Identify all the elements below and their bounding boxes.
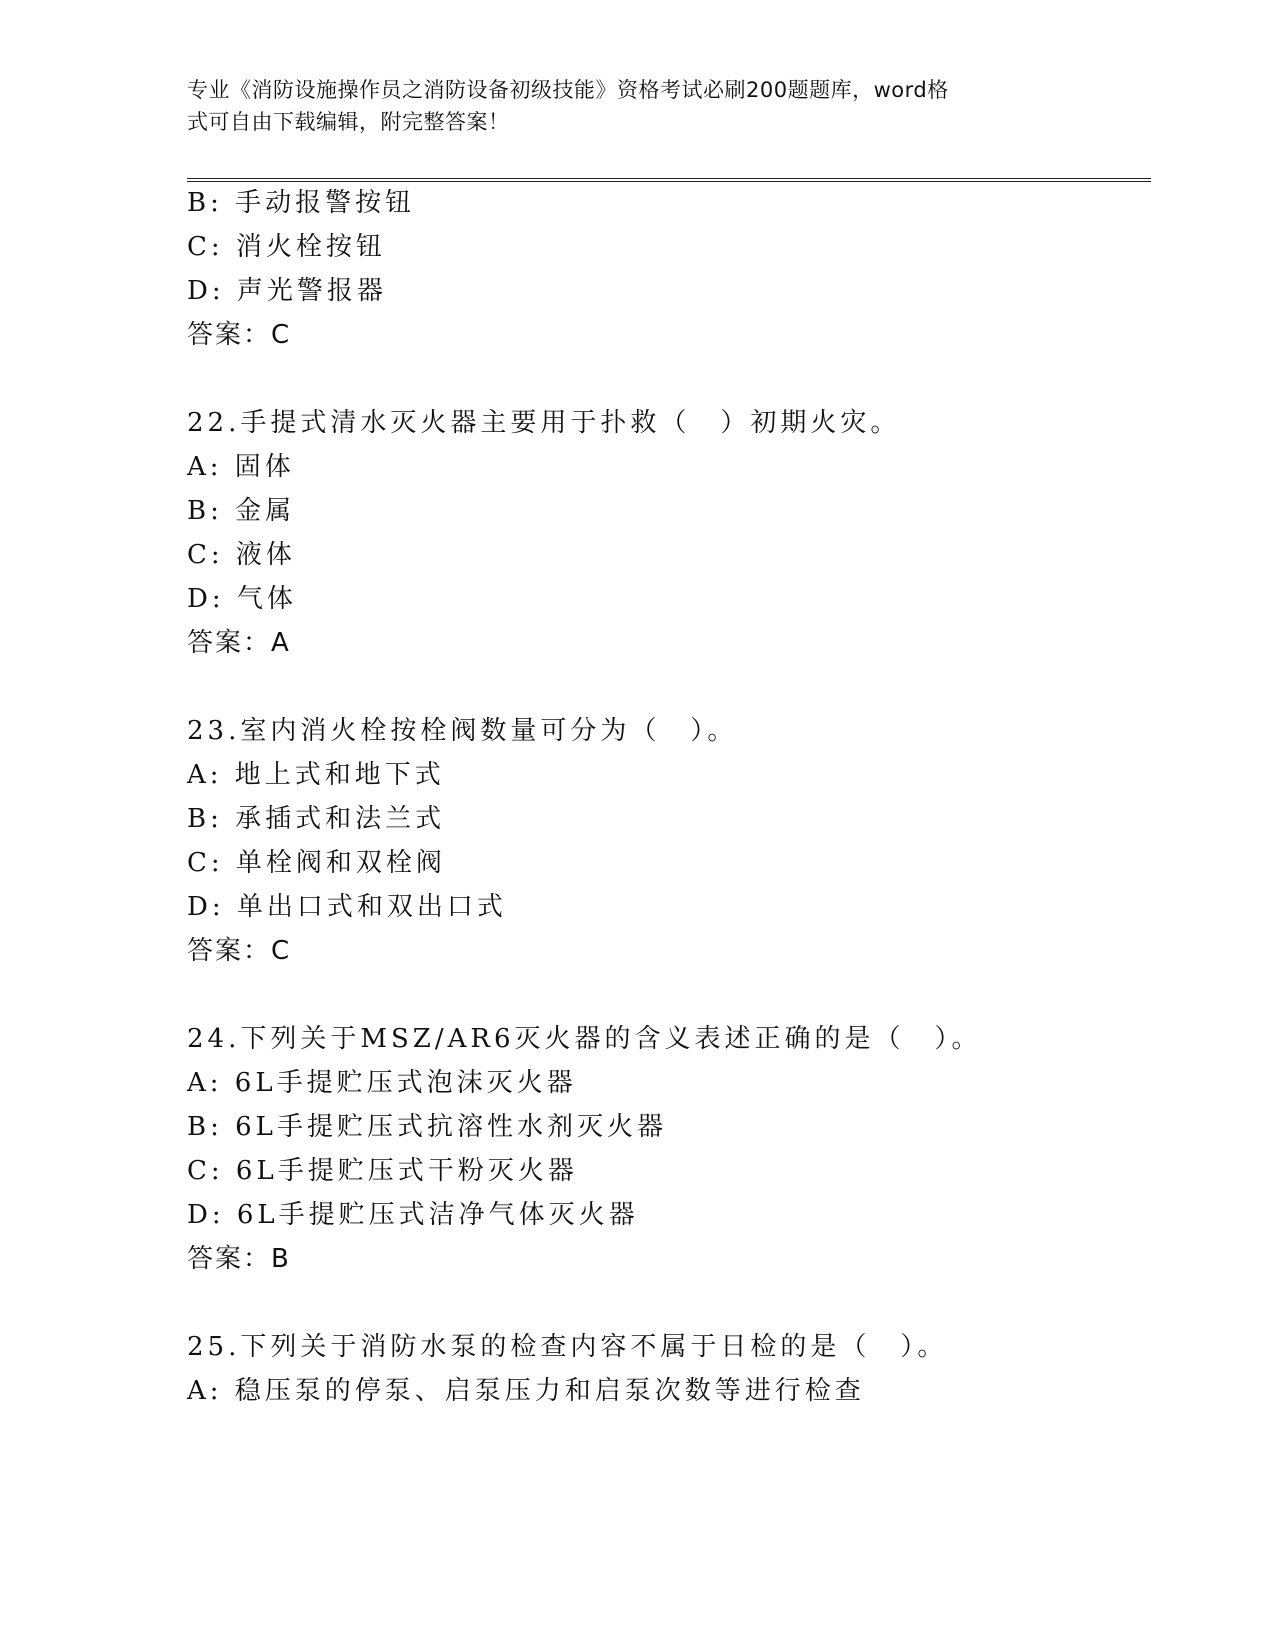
q22-option-c: C: 液体 — [187, 540, 296, 570]
q24-option-c: C: 6L手提贮压式干粉灭火器 — [187, 1156, 578, 1186]
q24-option-a: A: 6L手提贮压式泡沫灭火器 — [187, 1068, 577, 1098]
q24-option-b: B: 6L手提贮压式抗溶性水剂灭火器 — [187, 1112, 667, 1142]
q21-option-c: C: 消火栓按钮 — [187, 232, 386, 262]
q21-option-b: B: 手动报警按钮 — [187, 188, 416, 218]
q22-answer: 答案：A — [187, 628, 291, 658]
q24-answer: 答案：B — [187, 1244, 291, 1274]
q24-stem: 24.下列关于MSZ/AR6灭火器的含义表述正确的是（ ）。 — [187, 1024, 982, 1054]
q22-option-d: D: 气体 — [187, 584, 297, 614]
q23-option-b: B: 承插式和法兰式 — [187, 804, 446, 834]
q23-option-a: A: 地上式和地下式 — [187, 760, 445, 790]
q25-stem: 25.下列关于消防水泵的检查内容不属于日检的是（ ）。 — [187, 1332, 948, 1362]
q23-option-c: C: 单栓阀和双栓阀 — [187, 848, 446, 878]
q21-option-d: D: 声光警报器 — [187, 276, 387, 306]
q21-answer: 答案：C — [187, 320, 292, 350]
q22-option-a: A: 固体 — [187, 452, 295, 482]
q25-option-a: A: 稳压泵的停泵、启泵压力和启泵次数等进行检查 — [187, 1376, 865, 1406]
header-divider — [187, 178, 1151, 182]
q22-stem: 22.手提式清水灭火器主要用于扑救（ ）初期火灾。 — [187, 408, 901, 438]
header-line-2: 式可自由下载编辑，附完整答案！ — [187, 110, 510, 134]
q22-option-b: B: 金属 — [187, 496, 296, 526]
q24-option-d: D: 6L手提贮压式洁净气体灭火器 — [187, 1200, 639, 1230]
header-line-1: 专业《消防设施操作员之消防设备初级技能》资格考试必刷200题题库，word格 — [187, 78, 949, 102]
q23-option-d: D: 单出口式和双出口式 — [187, 892, 507, 922]
document-header — [187, 74, 1067, 138]
q23-stem: 23.室内消火栓按栓阀数量可分为（ ）。 — [187, 716, 738, 746]
q23-answer: 答案：C — [187, 936, 292, 966]
